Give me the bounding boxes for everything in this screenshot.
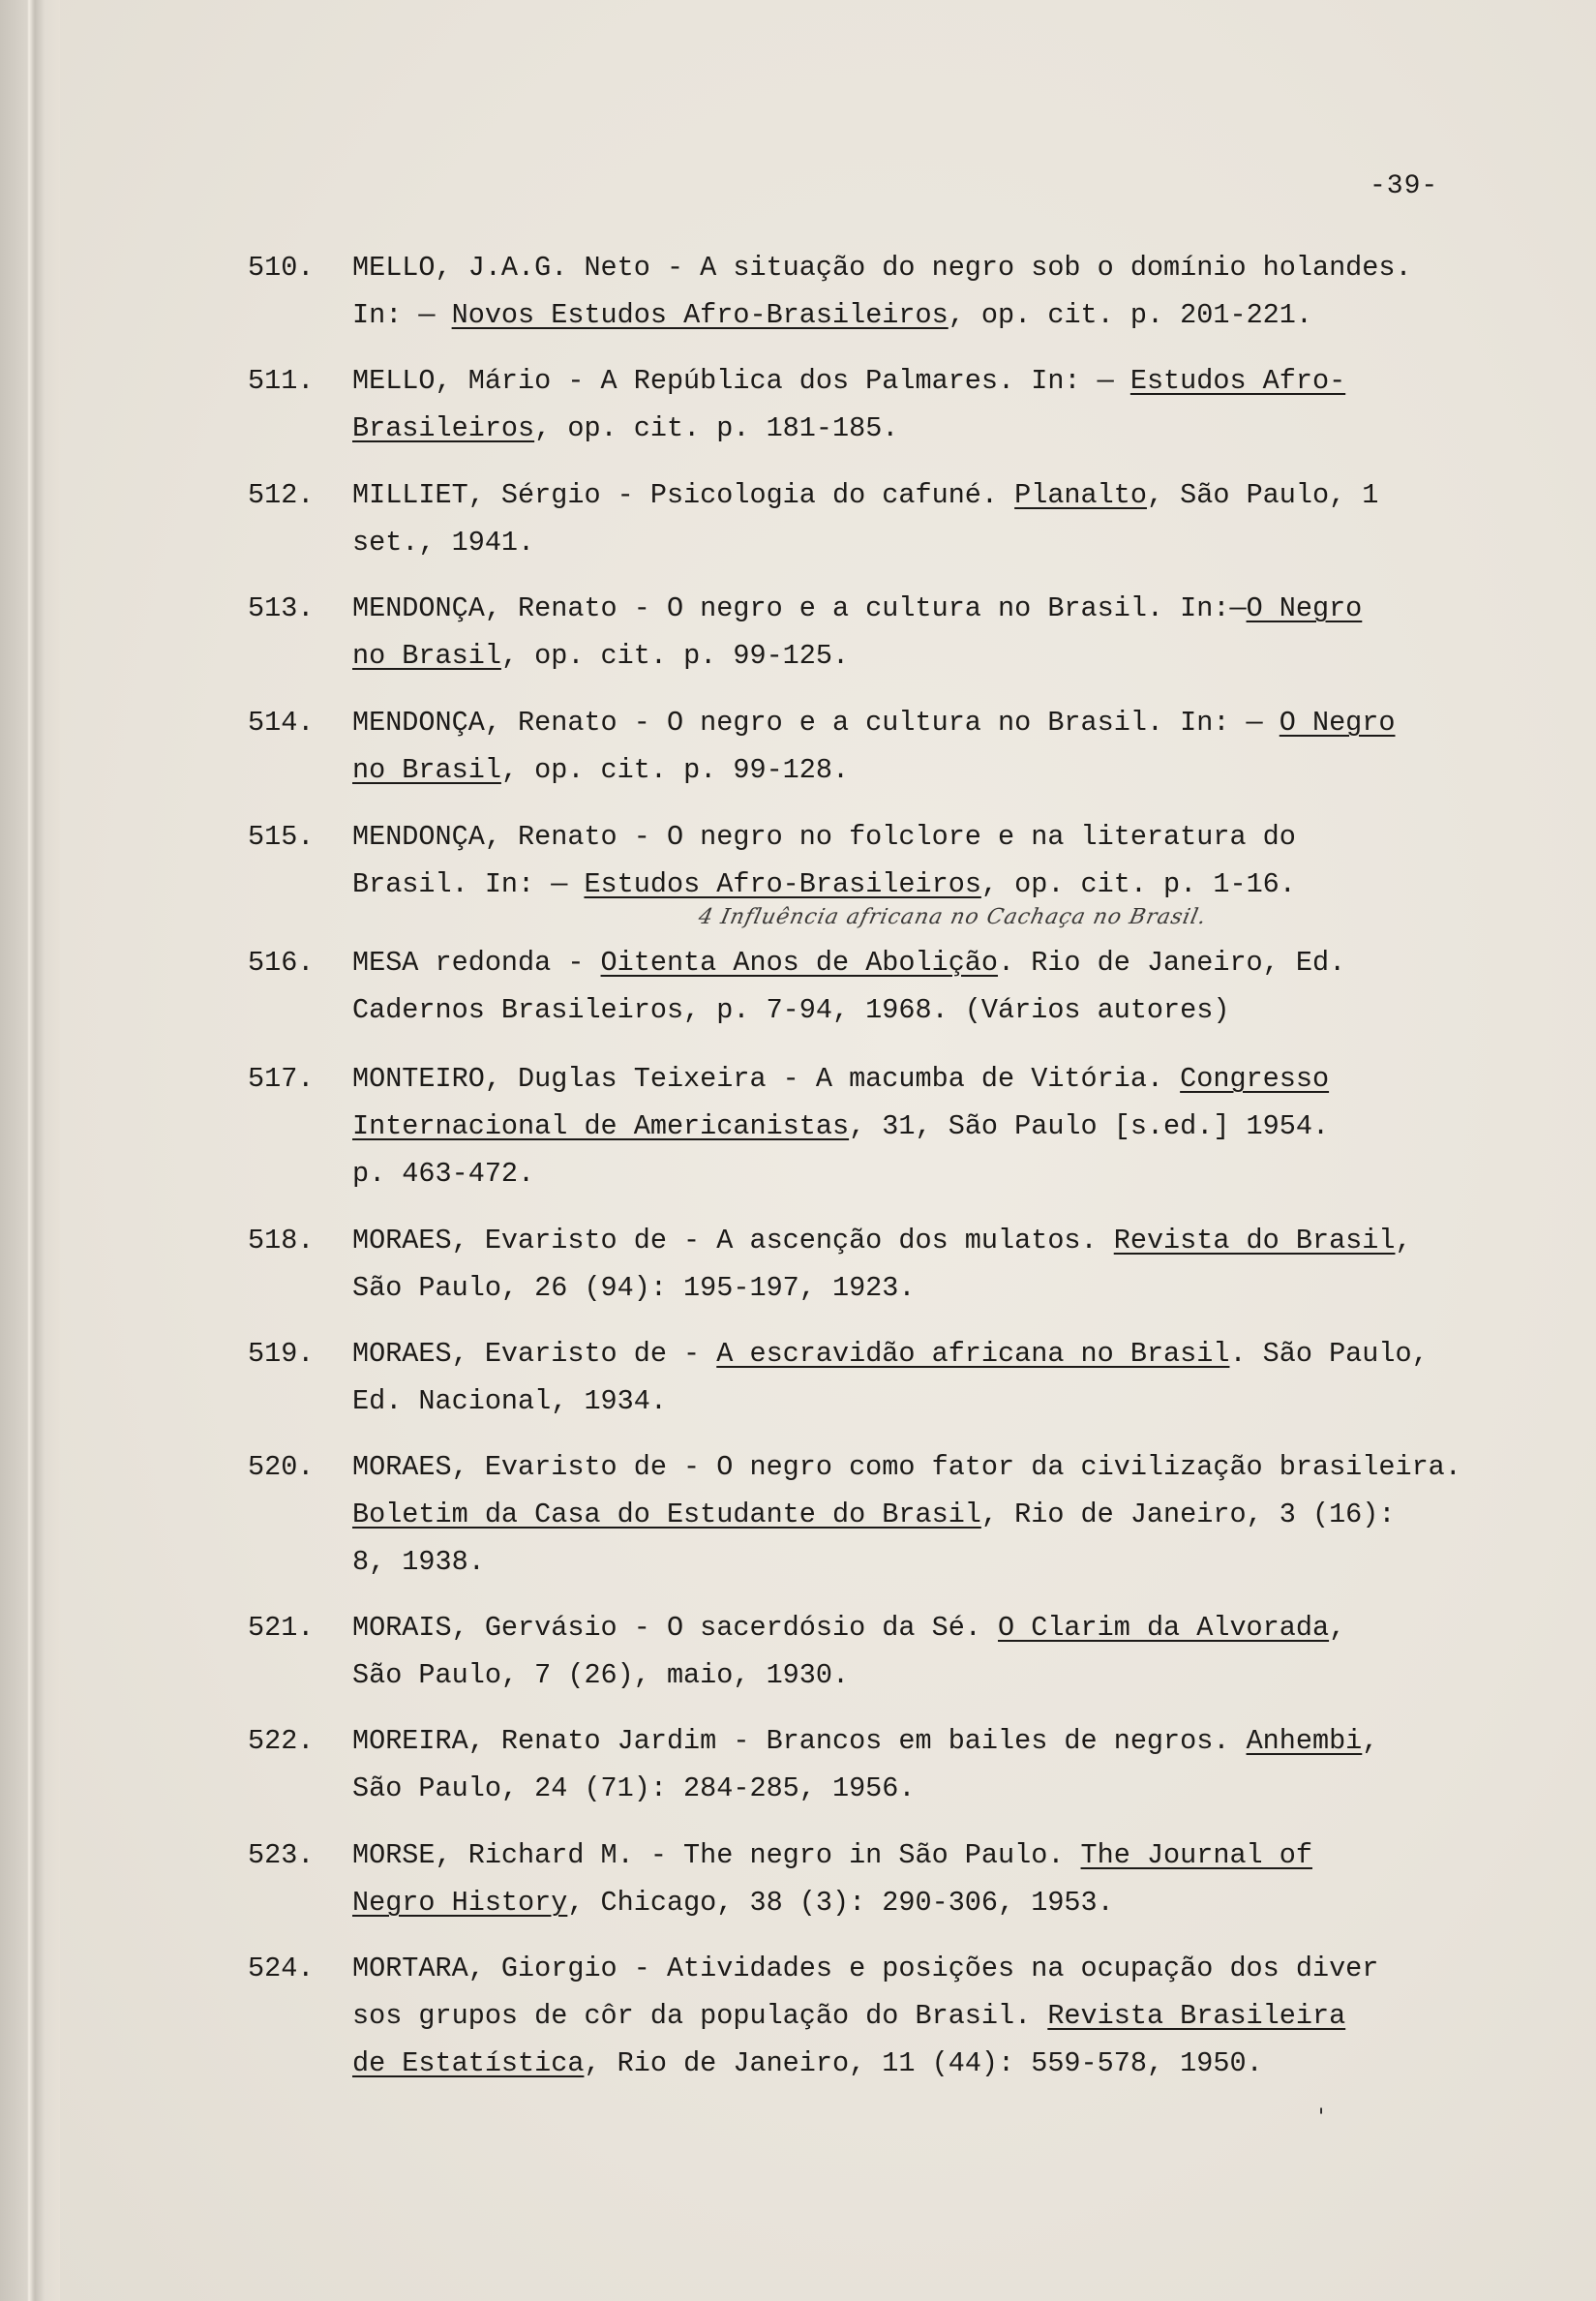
entry-line-1: MELLO, J.A.G. Neto - A situação do negro sob o domínio holandes. xyxy=(352,252,1412,284)
entry-title: Oitenta Anos de Abolição xyxy=(600,947,999,979)
entry-line-2: Ed. Nacional, 1934. xyxy=(352,1385,667,1417)
entry-title: O Negro xyxy=(1246,592,1363,624)
entry-number: 519. xyxy=(248,1338,315,1370)
entry-title: Novos Estudos Afro-Brasileiros xyxy=(451,299,949,331)
entry-line-2: no Brasil, op. cit. p. 99-125. xyxy=(352,640,850,672)
entry-line-2: São Paulo, 26 (94): 195-197, 1923. xyxy=(352,1272,916,1304)
entry-number: 524. xyxy=(248,1953,315,1984)
entry-line-1: MOREIRA, Renato Jardim - Brancos em bailes de negros. Anhembi, xyxy=(352,1725,1379,1757)
entry-line-1: MENDONÇA, Renato - O negro no folclore e na literatura do xyxy=(352,821,1296,853)
entry-title: Internacional de Americanistas xyxy=(352,1110,850,1142)
entry-number: 510. xyxy=(248,252,315,284)
entry-line-2: São Paulo, 24 (71): 284-285, 1956. xyxy=(352,1772,916,1804)
entry-line-2: Brasil. In: — Estudos Afro-Brasileiros, op. cit. p. 1-16. xyxy=(352,868,1296,900)
entry-title: Brasileiros xyxy=(352,412,535,444)
entry-line-2: sos grupos de côr da população do Brasil. Revista Brasileira xyxy=(352,2000,1346,2032)
entry-number: 518. xyxy=(248,1225,315,1256)
entry-line-2: Cadernos Brasileiros, p. 7-94, 1968. (Vários autores) xyxy=(352,994,1230,1026)
entry-line-1: MORAES, Evaristo de - A escravidão africana no Brasil. São Paulo, xyxy=(352,1338,1429,1370)
entry-line-1: MENDONÇA, Renato - O negro e a cultura no Brasil. In: — O Negro xyxy=(352,707,1396,739)
entry-title: Revista Brasileira xyxy=(1047,2000,1346,2032)
entry-line-2: Boletim da Casa do Estudante do Brasil, Rio de Janeiro, 3 (16): xyxy=(352,1499,1396,1530)
entry-title: de Estatística xyxy=(352,2047,585,2079)
entry-title: A escravidão africana no Brasil xyxy=(716,1338,1230,1370)
scan-edge xyxy=(0,0,60,2301)
entry-line-3: p. 463-472. xyxy=(352,1158,535,1190)
entry-title: The Journal of xyxy=(1080,1839,1312,1871)
entry-title: Congresso xyxy=(1180,1063,1330,1095)
entry-number: 522. xyxy=(248,1725,315,1757)
entry-line-1: MORSE, Richard M. - The negro in São Paulo. The Journal of xyxy=(352,1839,1312,1871)
entry-title: Estudos Afro- xyxy=(1129,365,1346,397)
entry-line-2: In: — Novos Estudos Afro-Brasileiros, op. cit. p. 201-221. xyxy=(352,299,1312,331)
entry-line-1: MENDONÇA, Renato - O negro e a cultura no Brasil. In:—O Negro xyxy=(352,592,1363,624)
entry-title: Boletim da Casa do Estudante do Brasil xyxy=(352,1499,981,1530)
entry-title: Planalto xyxy=(1014,479,1147,511)
entry-line-3: de Estatística, Rio de Janeiro, 11 (44): 559-578, 1950. xyxy=(352,2047,1263,2079)
entry-number: 516. xyxy=(248,947,315,979)
entry-line-1: MORAES, Evaristo de - A ascenção dos mulatos. Revista do Brasil, xyxy=(352,1225,1412,1256)
entry-line-1: MELLO, Mário - A República dos Palmares. In: — Estudos Afro- xyxy=(352,365,1346,397)
entry-line-2: Negro History, Chicago, 38 (3): 290-306, 1953. xyxy=(352,1887,1114,1919)
entry-title: O Negro xyxy=(1279,707,1396,739)
entry-line-3: 8, 1938. xyxy=(352,1546,485,1578)
entry-title: no Brasil xyxy=(352,640,501,672)
entry-title: O Clarim da Alvorada xyxy=(998,1612,1330,1644)
entry-number: 517. xyxy=(248,1063,315,1095)
ink-mark: ' xyxy=(1318,2105,1325,2130)
entry-title: no Brasil xyxy=(352,754,501,786)
entry-number: 515. xyxy=(248,821,315,853)
entry-title: Revista do Brasil xyxy=(1113,1225,1396,1256)
entry-title: Estudos Afro-Brasileiros xyxy=(584,868,981,900)
page-number: -39- xyxy=(1370,171,1439,201)
entry-line-1: MORAIS, Gervásio - O sacerdósio da Sé. O Clarim da Alvorada, xyxy=(352,1612,1346,1644)
entry-line-2: no Brasil, op. cit. p. 99-128. xyxy=(352,754,850,786)
entry-line-2: set., 1941. xyxy=(352,527,535,559)
entry-title: Anhembi xyxy=(1246,1725,1363,1757)
entry-line-2: Internacional de Americanistas, 31, São Paulo [s.ed.] 1954. xyxy=(352,1110,1330,1142)
handwritten-annotation: 4 Influência africana no Cachaça no Brasil. xyxy=(696,905,1210,929)
entry-line-1: MONTEIRO, Duglas Teixeira - A macumba de Vitória. Congresso xyxy=(352,1063,1330,1095)
entry-line-1: MESA redonda - Oitenta Anos de Abolição. Rio de Janeiro, Ed. xyxy=(352,947,1346,979)
entry-line-2: São Paulo, 7 (26), maio, 1930. xyxy=(352,1659,850,1691)
entry-line-1: MORAES, Evaristo de - O negro como fator da civilização brasileira. xyxy=(352,1451,1461,1483)
entry-number: 521. xyxy=(248,1612,315,1644)
entry-title: Negro History xyxy=(352,1887,568,1919)
entry-number: 511. xyxy=(248,365,315,397)
entry-number: 520. xyxy=(248,1451,315,1483)
entry-number: 513. xyxy=(248,592,315,624)
entry-number: 512. xyxy=(248,479,315,511)
entry-number: 514. xyxy=(248,707,315,739)
entry-number: 523. xyxy=(248,1839,315,1871)
entry-line-1: MILLIET, Sérgio - Psicologia do cafuné. Planalto, São Paulo, 1 xyxy=(352,479,1379,511)
entry-line-2: Brasileiros, op. cit. p. 181-185. xyxy=(352,412,899,444)
entry-line-1: MORTARA, Giorgio - Atividades e posições na ocupação dos diver xyxy=(352,1953,1379,1984)
